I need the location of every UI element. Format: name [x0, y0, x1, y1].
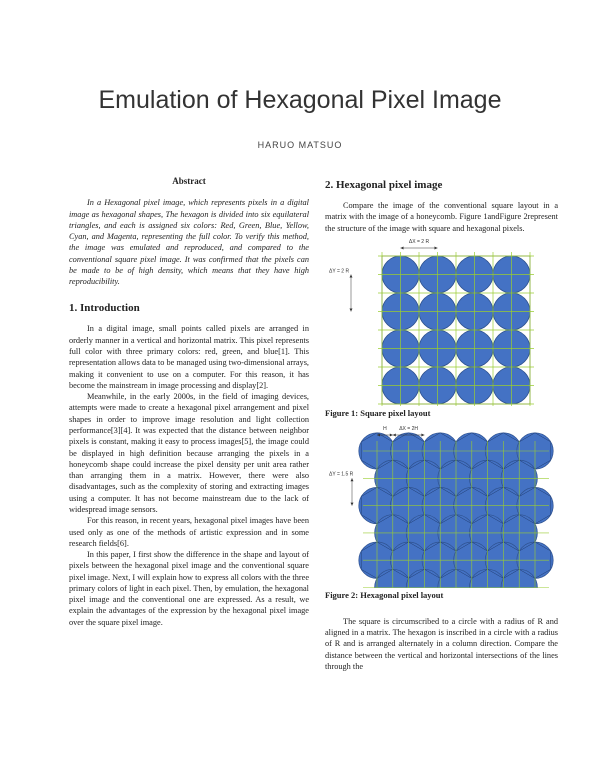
intro-heading: 1. Introduction	[69, 302, 140, 315]
author-line: HARUO MATSUO	[257, 140, 343, 150]
intro-paragraph: For this reason, in recent years, hexagonal pixel images have been used only as one of the methods of artistic expression and in some research fields[6].	[69, 516, 309, 548]
abstract-heading: Abstract	[172, 176, 206, 186]
section2-heading: 2. Hexagonal pixel image	[325, 179, 443, 191]
figure2-caption: Figure 2: Hexagonal pixel layout	[325, 590, 444, 601]
abstract-text: In a Hexagonal pixel image, which represents pixels in a digital image as hexagonal shapes, The hexagon is divided into six equilateral triangles, and each is assigned six colors: Red, Green, Blue, Yellow, Cyan, and Magenta, representing the full color. To verify this method, the image was emulated and reproduced, and compared to the conventional square pixel image. It was confirmed that the pixels can be made to be of high density, which means that they have high reproducibility.	[69, 198, 309, 287]
figure1-caption: Figure 1: Square pixel layout	[325, 407, 431, 418]
intro-paragraph: In a digital image, small points called pixels are arranged in orderly manner in a vertical and horizontal matrix. This pixel represents full color with three primary colors: red, green, and blue[1]. This representation allows data to be managed using two-dimensional arrays, making it convenient to use on a computer. For this reason, it has become the mainstream in image processing and display[2].	[69, 324, 309, 390]
section2-paragraph: Compare the image of the conventional square layout in a matrix with the image of a honeycomb. Figure 1andFigure 2represent the structure of the image with square and hexagonal pixels.	[325, 200, 558, 233]
figure-hexagonal-pixel-layout	[325, 423, 558, 588]
figure-square-pixel-layout	[325, 234, 558, 406]
h-label: H	[383, 426, 387, 433]
dx-label: ΔX = 2 R	[408, 238, 430, 245]
left-column	[69, 172, 309, 628]
right-column	[325, 172, 558, 672]
intro-paragraph: Meanwhile, in the early 2000s, in the field of imaging devices, attempts were made to create a hexagonal pixel arrangement and pixel shapes in order to improve image resolution and light collection performance[3][4]. It was expected that the distance between neighbor pixels is constant, making it easy to process images[5], the image could be displayed in high definition because arranging the pixels in a honeycomb shape could increase the pixel density per unit area rather than arranging them in a matrix. However, there were also disadvantages, such as the complexity of storing and extracting images using a computer. It has not become mainstream due to the lack of widespread image sensors.	[69, 392, 309, 514]
dx-label: ΔX = 2H	[399, 426, 418, 433]
dy-label: ΔY = 1.5 R	[329, 471, 354, 478]
paper-title: Emulation of Hexagonal Pixel Image	[98, 86, 502, 114]
section2-paragraph: The square is circumscribed to a circle with a radius of R and aligned in a matrix. The hexagon is inscribed in a circle with a radius of R and is arranged alternately in a column direction. Compare the distance between the vertical and horizontal intersections of the lines through the	[325, 616, 558, 672]
dy-label: ΔY = 2 R	[329, 268, 350, 275]
intro-paragraph: In this paper, I first show the difference in the shape and layout of pixels between the hexagonal pixel image and the conventional square pixel image. Next, I will explain how to express all colors with the three primary colors of light in each pixel. Then, by emulation, the hexagonal pixel image and the conventional one are expressed. As a result, we explain the advantages of the expression by the hexagonal pixel image over the square pixel image.	[69, 550, 309, 627]
